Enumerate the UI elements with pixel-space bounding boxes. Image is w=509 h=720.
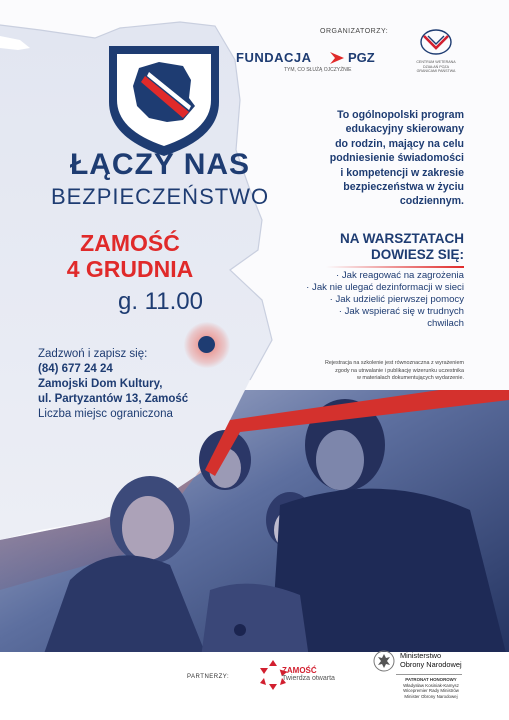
veteran-centre-line1: CENTRUM WETERANA [416,60,456,64]
intro-line: bezpieczeństwa w życiu [343,181,464,194]
consent-line: Rejestracja na szkolenie jest równoznaczna z wyrażeniem [324,360,464,366]
pgz-mark-icon [330,52,344,64]
veteran-centre-line2: DZIAŁAŃ POZA [423,64,449,69]
workshops-divider [326,266,464,268]
intro-line: i kompetencji w zakresie [340,166,464,179]
fundacja-logo-text: FUNDACJA [236,50,312,65]
workshops-title-line2: DOWIESZ SIĘ: [370,247,464,262]
list-item: · Jak wspierać się w trudnych [338,306,464,317]
organizers-label: ORGANIZATORZY: [320,28,389,35]
ministry-divider [396,674,462,675]
patron-name: Władysław Kosiniak-Kamysz [403,682,459,688]
ministry-name [400,651,462,669]
list-item: · Jak nie ulegać dezinformacji w sieci [306,282,464,293]
contact-address: ul. Partyzantów 13, Zamość [38,393,189,405]
contact-call: Zadzwoń i zapisz się: [38,348,148,360]
intro-line: edukacyjny skierowany [345,123,464,136]
veteran-centre-line3: GRANICAMI PAŃSTWA [416,69,456,73]
workshops-title [290,231,464,263]
family-photo [0,390,509,665]
headline-line2: BEZPIECZEŃSTWO [50,184,270,209]
registration-consent-note [268,360,464,383]
event-time: g. 11.00 [118,288,203,315]
honorary-patronage [386,677,476,699]
workshops-title-line1: NA WARSZTATACH [340,231,464,246]
intro-line: do rodzin, mający na celu [335,137,464,150]
program-intro [280,108,464,209]
partners-label: PARTNERZY: [187,674,230,680]
patronage-title: PATRONAT HONOROWY [405,677,457,682]
headline [40,148,280,210]
ministry-eagle-icon [373,650,395,672]
shield-logo-icon [105,40,223,160]
intro-line: To ogólnopolski program [337,109,464,121]
patron-role-line2: Minister Obrony Narodowej [404,693,458,699]
consent-line: w materiałach dokumentujących wydarzenie. [357,375,464,381]
veteran-centre-text [408,60,464,74]
event-block [30,230,230,282]
list-item: · Jak reagować na zagrożenia [336,270,464,281]
list-item: chwilach [427,318,464,329]
intro-line: podniesienie świadomości [329,152,464,165]
veteran-centre-logo-icon [418,28,454,56]
list-item: · Jak udzielić pierwszej pomocy [329,294,464,305]
zamosc-logo-subtitle: Twierdza otwarta [282,675,335,682]
contact-venue: Zamojski Dom Kultury, [38,378,163,390]
fundacja-tagline: TYM, CO SŁUŻĄ OJCZYŹNIE [284,67,352,73]
pgz-logo-text: PGZ [348,50,375,65]
zamosc-logo-title: ZAMOŚĆ [282,666,317,675]
event-city: ZAMOŚĆ [80,230,180,256]
consent-line: zgody na utrwalanie i publikację wizerunku uczestnika [335,367,464,374]
ministry-name-line2: Obrony Narodowej [400,660,462,669]
ministry-name-line1: Ministerstwo [400,651,442,660]
intro-line: codziennym. [399,195,464,208]
headline-line1: ŁĄCZY NAS [69,148,251,181]
event-date: 4 GRUDNIA [66,256,194,282]
contact-phone[interactable]: (84) 677 24 24 [38,363,113,375]
patron-role-line1: Wicepremier Rady Ministrów [403,688,459,694]
workshops-list [270,270,464,330]
contact-limit: Liczba miejsc ograniczona [38,408,173,420]
